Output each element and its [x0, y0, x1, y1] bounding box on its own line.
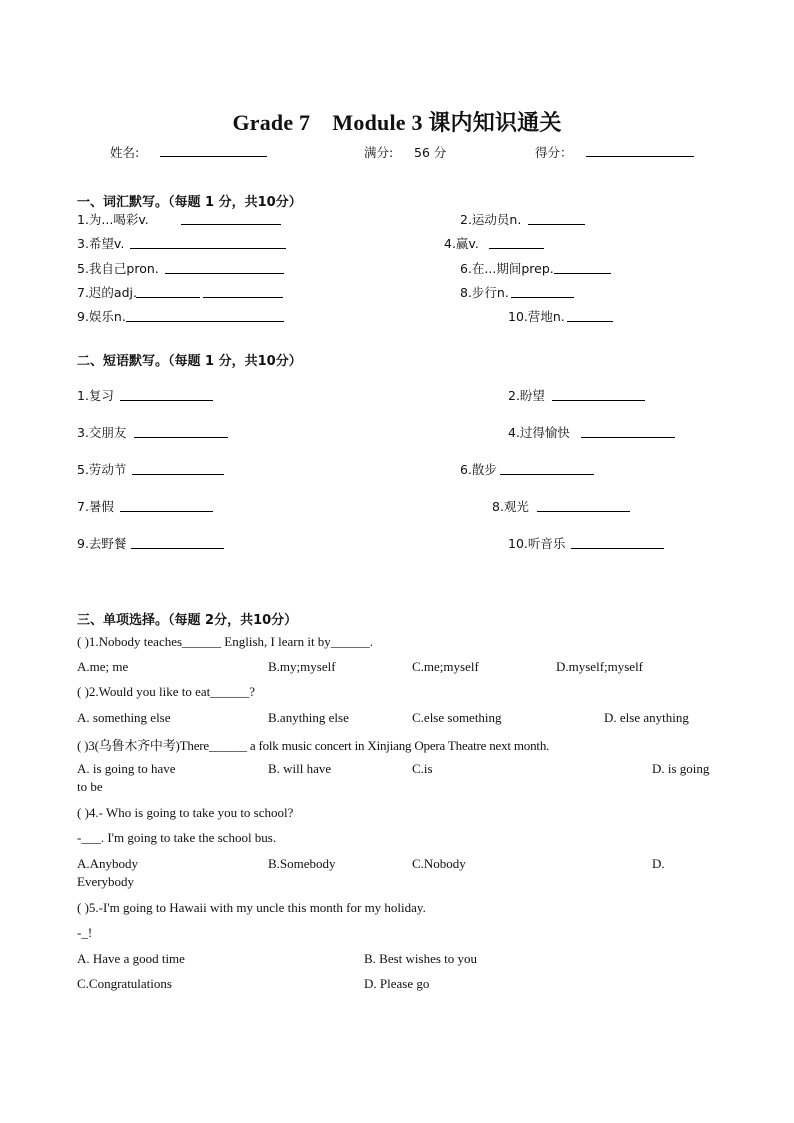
phrase-blank-10[interactable] — [571, 535, 664, 549]
q5-option-c[interactable]: C.Congratulations — [77, 976, 172, 991]
question-2-stem: ( )2.Would you like to eat______? — [77, 684, 256, 699]
vocab-item-7: 7.迟的adj. — [77, 285, 137, 300]
phrase-item-8: 8.观光 — [492, 499, 529, 514]
q3-option-c[interactable]: C.is — [412, 761, 433, 776]
q4-option-a[interactable]: A.Anybody — [77, 856, 139, 871]
phrase-blank-9[interactable] — [131, 535, 224, 549]
q1-option-d[interactable]: D.myself;myself — [556, 659, 644, 674]
q3-option-d-wrap: to be — [77, 779, 103, 794]
q3-option-d[interactable]: D. is going — [652, 761, 710, 776]
question-3-stem: ( )3(乌鲁木齐中考)There______ a folk music concert in Xinjiang Opera Theatre next month. — [77, 738, 550, 753]
vocab-blank-6[interactable] — [554, 260, 611, 274]
question-5-stem: ( )5.-I'm going to Hawaii with my uncle this month for my holiday. — [77, 900, 426, 915]
phrase-blank-6[interactable] — [500, 461, 594, 475]
phrase-blank-7[interactable] — [120, 498, 213, 512]
vocab-item-2: 2.运动员n. — [460, 212, 522, 227]
phrase-item-3: 3.交朋友 — [77, 425, 127, 440]
page-title: Grade 7 Module 3 课内知识通关 — [232, 110, 562, 135]
vocab-item-4: 4.赢v. — [444, 236, 479, 251]
vocab-item-10: 10.营地n. — [508, 309, 565, 324]
vocab-blank-7a[interactable] — [136, 284, 200, 298]
q2-option-d[interactable]: D. else anything — [604, 710, 689, 725]
full-score-value: 56 分 — [414, 145, 447, 160]
q2-option-a[interactable]: A. something else — [77, 710, 171, 725]
question-4-reply: -___. I'm going to take the school bus. — [77, 830, 277, 845]
phrase-item-6: 6.散步 — [460, 462, 497, 477]
score-blank[interactable] — [586, 143, 694, 157]
vocab-blank-4[interactable] — [489, 235, 544, 249]
q3-option-b[interactable]: B. will have — [268, 761, 332, 776]
q4-option-d-wrap: Everybody — [77, 874, 135, 889]
vocab-item-9: 9.娱乐n. — [77, 309, 126, 324]
question-1-stem: ( )1.Nobody teaches______ English, I learn it by______. — [77, 634, 374, 649]
q2-option-b[interactable]: B.anything else — [268, 710, 349, 725]
q1-option-b[interactable]: B.my;myself — [268, 659, 336, 674]
vocab-blank-5[interactable] — [165, 260, 284, 274]
vocab-blank-10[interactable] — [567, 308, 613, 322]
score-label: 得分： — [535, 145, 573, 160]
vocab-blank-2[interactable] — [528, 211, 585, 225]
phrase-item-9: 9.去野餐 — [77, 536, 127, 551]
phrase-item-1: 1.复习 — [77, 388, 114, 403]
q5-option-a[interactable]: A. Have a good time — [77, 951, 185, 966]
q1-option-c[interactable]: C.me;myself — [412, 659, 479, 674]
question-5-reply: -_! — [77, 925, 93, 940]
phrase-blank-5[interactable] — [132, 461, 224, 475]
phrase-item-4: 4.过得愉快 — [508, 425, 570, 440]
phrase-item-7: 7.暑假 — [77, 499, 114, 514]
section3-heading: 三、单项选择。（每题 2分，共10分） — [77, 613, 298, 628]
name-label: 姓名: — [110, 145, 140, 160]
phrase-blank-1[interactable] — [120, 387, 213, 401]
section1-heading: 一、词汇默写。（每题 1 分，共10分） — [77, 195, 302, 210]
vocab-item-3: 3.希望v. — [77, 236, 125, 251]
vocab-blank-3[interactable] — [130, 235, 286, 249]
vocab-item-1: 1.为...喝彩v. — [77, 212, 149, 227]
vocab-item-6: 6.在...期间prep. — [460, 261, 554, 276]
q5-option-b[interactable]: B. Best wishes to you — [364, 951, 478, 966]
phrase-item-5: 5.劳动节 — [77, 462, 127, 477]
phrase-blank-2[interactable] — [552, 387, 645, 401]
q4-option-d[interactable]: D. — [652, 856, 665, 871]
phrase-blank-3[interactable] — [134, 424, 228, 438]
q2-option-c[interactable]: C.else something — [412, 710, 502, 725]
name-blank[interactable] — [160, 143, 267, 157]
phrase-item-2: 2.盼望 — [508, 388, 545, 403]
q1-option-a[interactable]: A.me; me — [77, 659, 129, 674]
section2-heading: 二、短语默写。（每题 1 分，共10分） — [77, 354, 302, 369]
vocab-blank-8[interactable] — [511, 284, 574, 298]
q5-option-d[interactable]: D. Please go — [364, 976, 430, 991]
vocab-item-8: 8.步行n. — [460, 285, 509, 300]
q4-option-b[interactable]: B.Somebody — [268, 856, 336, 871]
vocab-item-5: 5.我自己pron. — [77, 261, 159, 276]
q3-option-a[interactable]: A. is going to have — [77, 761, 176, 776]
vocab-blank-1[interactable] — [181, 211, 281, 225]
vocab-blank-9[interactable] — [126, 308, 284, 322]
phrase-blank-4[interactable] — [581, 424, 675, 438]
phrase-blank-8[interactable] — [537, 498, 630, 512]
full-score-label: 满分: — [364, 145, 394, 160]
question-4-stem: ( )4.- Who is going to take you to school? — [77, 805, 294, 820]
vocab-blank-7b[interactable] — [203, 284, 283, 298]
phrase-item-10: 10.听音乐 — [508, 536, 566, 551]
q4-option-c[interactable]: C.Nobody — [412, 856, 466, 871]
